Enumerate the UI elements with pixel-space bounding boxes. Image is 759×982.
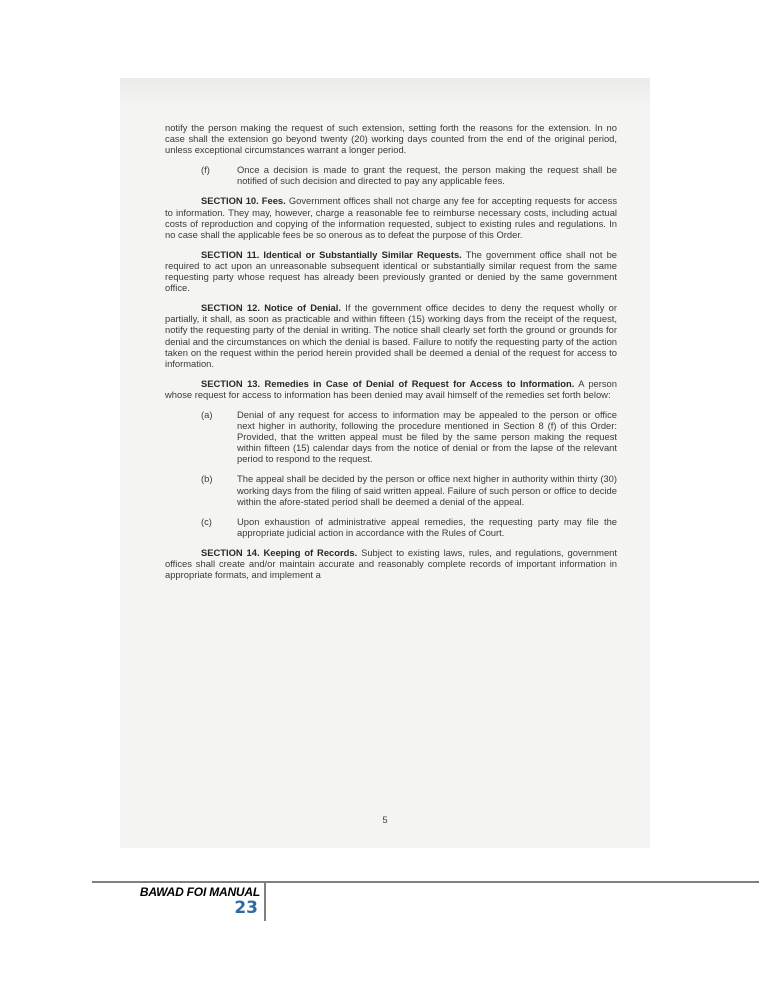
footer-title: BAWAD FOI MANUAL: [139, 885, 260, 899]
continuation-paragraph: notify the person making the request of such extension, setting forth the reasons for the extension. In no case shall the extension go beyond twenty (20) working days counted from the end of the original period, unless exceptional circumstances warrant a longer period.: [165, 122, 617, 156]
list-item-a: [165, 409, 617, 464]
item-label: (b): [201, 473, 213, 485]
section-12-heading: SECTION 12. Notice of Denial.: [201, 302, 341, 314]
item-label: (c): [201, 515, 212, 527]
item-text: The appeal shall be decided by the person or office next higher in authority within thirty (30) working days from the filing of said written appeal. Failure of such person or office to decide within the afore-stated period shall be deemed a denial of the appeal.: [237, 473, 617, 507]
item-label: (f): [201, 164, 210, 176]
section-14-heading: SECTION 14. Keeping of Records.: [201, 546, 358, 558]
list-item-f: [165, 164, 617, 186]
item-text: Denial of any request for access to information may be appealed to the person or office next higher in authority, following the procedure mentioned in Section 8 (f) of this Order: Provided, that the written appeal must be filed by the same person making the request within fifteen (15) calendar days from the notice of denial or from the lapse of the relevant period to respond to the request.: [237, 408, 617, 465]
section-11-text: The government office shall not be required to act upon an unreasonable subsequent identical or substantially similar request from the same requesting party whose request has already been previously granted or denied by the same government office.: [165, 248, 618, 294]
scan-header-shadow: [120, 78, 650, 106]
item-text: Upon exhaustion of administrative appeal remedies, the requesting party may file the appropriate judicial action in accordance with the Rules of Court.: [237, 515, 617, 538]
item-text: Once a decision is made to grant the request, the person making the request shall be notified of such decision and directed to pay any applicable fees.: [237, 164, 617, 187]
footer-vertical-divider: [264, 883, 266, 921]
section-13-heading: SECTION 13. Remedies in Case of Denial of Request for Access to Information.: [201, 377, 575, 389]
section-11-heading: SECTION 11. Identical or Substantially Similar Requests.: [201, 248, 462, 260]
section-14: [165, 547, 617, 580]
list-item-b: [165, 473, 617, 506]
section-14-text: Subject to existing laws, rules, and regulations, government offices shall create and/or maintain accurate and reasonably complete records of important information in appropriate formats, and implement a: [165, 546, 617, 581]
scanned-page: [120, 78, 650, 848]
section-11: [165, 249, 617, 293]
section-12-text: If the government office decides to deny the request wholly or partially, it shall, as soon as practicable and within fifteen (15) working days from the receipt of the request, notify the requesting party of the denial in writing. The notice shall clearly set forth the ground or grounds for denial and the circumstances on which the denial is based. Failure to notify the requesting party of the action taken on the request within the period herein provided shall be deemed a denial of the request for access to information.: [165, 302, 617, 369]
item-label: (a): [201, 408, 213, 420]
document-body: [165, 122, 617, 589]
section-13: [165, 378, 617, 400]
list-item-c: [165, 516, 617, 538]
footer-page-number: 23: [234, 898, 258, 918]
footer-divider: [92, 881, 759, 883]
section-10-heading: SECTION 10. Fees.: [201, 195, 286, 207]
section-10: [165, 195, 617, 239]
section-12: [165, 302, 617, 369]
section-10-text: Government offices shall not charge any fee for accepting requests for access to information. They may, however, charge a reasonable fee to reimburse necessary costs, including actual costs of reproduction and copying of the information requested, subject to existing rules and regulations. In no case shall the applicable fees be so onerous as to defeat the purpose of this Order.: [165, 195, 618, 240]
scan-page-number: 5: [382, 814, 388, 825]
section-13-text: A person whose request for access to information has been denied may avail himself of the remedies set forth below:: [165, 377, 617, 400]
